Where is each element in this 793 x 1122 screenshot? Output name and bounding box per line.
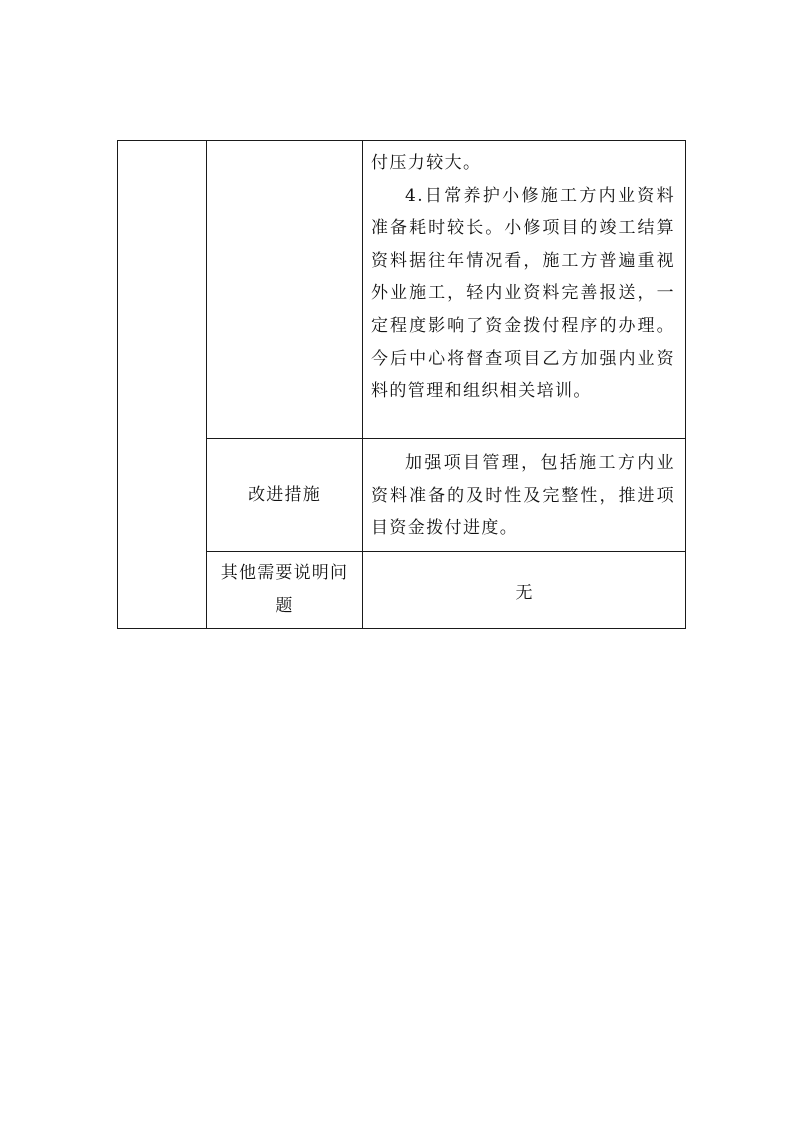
other-issues-value-cell <box>363 552 686 629</box>
document-table <box>117 140 686 629</box>
table-row <box>118 141 686 439</box>
merged-left-cell <box>118 141 207 629</box>
other-issues-value: 无 <box>515 582 533 603</box>
improvement-label-cell <box>207 439 363 552</box>
problem-description <box>363 141 685 408</box>
improvement-measures <box>363 439 685 545</box>
problem-description-cell <box>363 141 686 439</box>
paragraph-continued: 付压力较大。 <box>371 153 482 173</box>
improvement-text: 加强项目管理，包括施工方内业资料准备的及时性及完整性，推进项目资金拨付进度。 <box>371 453 675 539</box>
other-issues-label: 其他需要说明问题 <box>220 563 349 616</box>
empty-label-cell <box>207 141 363 439</box>
paragraph-item-4: 4.日常养护小修施工方内业资料准备耗时较长。小修项目的竣工结算资料据往年情况看，施工方普遍重视外业施工，轻内业资料完善报送，一定程度影响了资金拨付程序的办理。今后中心将督查项目乙方加强内业资料的管理和组织相关培训。 <box>371 185 675 402</box>
other-issues-label-cell <box>207 552 363 629</box>
improvement-measures-cell <box>363 439 686 552</box>
improvement-label: 改进措施 <box>248 484 321 505</box>
